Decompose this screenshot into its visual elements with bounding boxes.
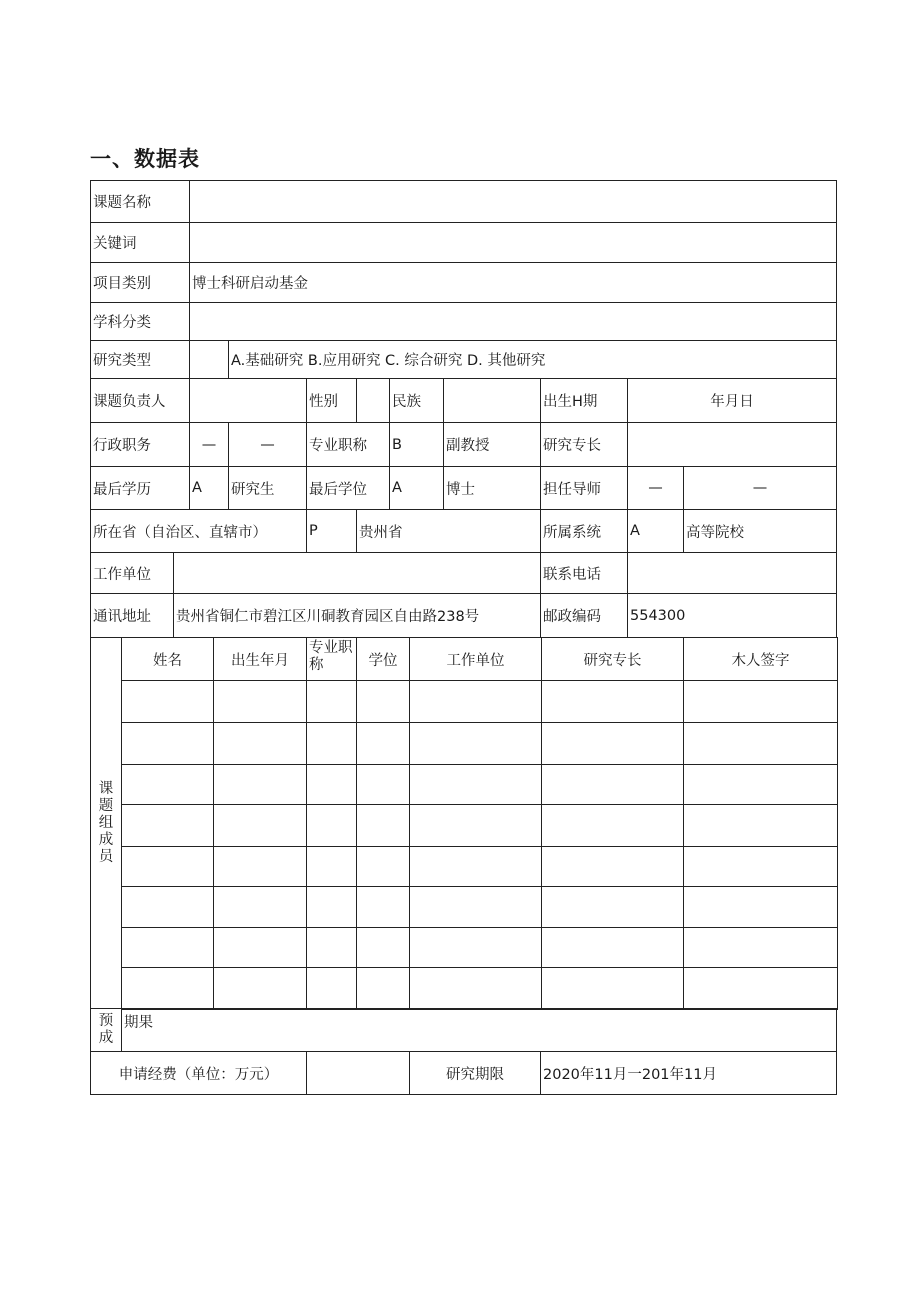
professional-title-code[interactable]: B	[389, 422, 444, 467]
members-header-name: 姓名	[121, 637, 214, 681]
topic-name-field[interactable]	[189, 180, 837, 223]
member-cell-title[interactable]	[306, 804, 357, 847]
member-cell-birth[interactable]	[213, 764, 307, 805]
leader-label: 课题负责人	[90, 378, 190, 423]
system-value[interactable]: 高等院校	[683, 509, 837, 553]
member-cell-birth[interactable]	[213, 886, 307, 928]
members-header-unit: 工作单位	[409, 637, 542, 681]
member-cell-birth[interactable]	[213, 680, 307, 723]
member-cell-degree[interactable]	[356, 804, 410, 847]
member-cell-unit[interactable]	[409, 804, 542, 847]
member-cell-degree[interactable]	[356, 967, 410, 1010]
page-title: 一、数据表	[90, 147, 200, 171]
member-cell-specialty[interactable]	[541, 886, 684, 928]
members-header-signature: 木人签字	[683, 637, 838, 681]
province-value[interactable]: 贵州省	[356, 509, 541, 553]
research-type-options: A.基础研究 B.应用研究 C. 综合研究 D. 其他研究	[228, 340, 837, 379]
topic-name-label: 课题名称	[90, 180, 190, 223]
system-code[interactable]: A	[627, 509, 684, 553]
system-label: 所属系统	[540, 509, 628, 553]
expected-label-a: 预	[98, 1013, 114, 1029]
work-unit-field[interactable]	[173, 552, 541, 594]
member-cell-name[interactable]	[121, 846, 214, 887]
ethnic-label: 民族	[389, 378, 444, 423]
member-cell-unit[interactable]	[409, 967, 542, 1010]
members-side-label	[90, 637, 122, 1009]
admin-post-value[interactable]: —	[228, 422, 307, 467]
gender-field[interactable]	[356, 378, 390, 423]
member-cell-signature[interactable]	[683, 846, 838, 887]
member-cell-specialty[interactable]	[541, 846, 684, 887]
member-cell-degree[interactable]	[356, 680, 410, 723]
degree-label: 最后学位	[306, 466, 390, 510]
province-label: 所在省（自治区、直辖市）	[90, 509, 307, 553]
professional-title-value[interactable]: 副教授	[443, 422, 541, 467]
phone-label: 联系电话	[540, 552, 628, 594]
member-cell-unit[interactable]	[409, 680, 542, 723]
specialty-field[interactable]	[627, 422, 837, 467]
work-unit-label: 工作单位	[90, 552, 174, 594]
project-category-label: 项目类别	[90, 262, 190, 303]
expected-label-c: 期果	[124, 1015, 153, 1031]
member-cell-title[interactable]	[306, 846, 357, 887]
member-cell-signature[interactable]	[683, 680, 838, 723]
members-header-specialty: 研究专长	[541, 637, 684, 681]
admin-post-code[interactable]: —	[189, 422, 229, 467]
member-cell-name[interactable]	[121, 722, 214, 765]
member-cell-title[interactable]	[306, 967, 357, 1010]
member-cell-degree[interactable]	[356, 764, 410, 805]
member-cell-specialty[interactable]	[541, 927, 684, 968]
member-cell-specialty[interactable]	[541, 967, 684, 1010]
member-cell-birth[interactable]	[213, 846, 307, 887]
member-cell-name[interactable]	[121, 680, 214, 723]
period-field[interactable]: 2020年11月一201年11月	[540, 1051, 837, 1095]
keywords-label: 关键词	[90, 222, 190, 263]
professional-title-label: 专业职称	[306, 422, 390, 467]
birth-label: 出生H期	[540, 378, 628, 423]
member-cell-name[interactable]	[121, 804, 214, 847]
address-field[interactable]: 贵州省铜仁市碧江区川硐教育园区自由路238号	[173, 593, 541, 638]
member-cell-signature[interactable]	[683, 967, 838, 1010]
specialty-label: 研究专长	[540, 422, 628, 467]
education-label: 最后学历	[90, 466, 190, 510]
member-cell-birth[interactable]	[213, 804, 307, 847]
member-cell-specialty[interactable]	[541, 764, 684, 805]
admin-post-label: 行政职务	[90, 422, 190, 467]
gender-label: 性别	[306, 378, 357, 423]
subject-label: 学科分类	[90, 302, 190, 341]
members-header-title: 专业职称	[306, 637, 357, 681]
member-cell-signature[interactable]	[683, 804, 838, 847]
member-cell-title[interactable]	[306, 927, 357, 968]
expected-side-label	[90, 1008, 122, 1052]
research-type-code[interactable]	[189, 340, 229, 379]
project-category-field[interactable]: 博士科研启动基金	[189, 262, 837, 303]
member-cell-degree[interactable]	[356, 846, 410, 887]
degree-value[interactable]: 博士	[443, 466, 541, 510]
keywords-field[interactable]	[189, 222, 837, 263]
province-code[interactable]: P	[306, 509, 357, 553]
member-cell-degree[interactable]	[356, 722, 410, 765]
postcode-label: 邮政编码	[540, 593, 628, 638]
education-code[interactable]: A	[189, 466, 229, 510]
member-cell-title[interactable]	[306, 680, 357, 723]
member-cell-signature[interactable]	[683, 886, 838, 928]
mentor-value[interactable]: —	[683, 466, 837, 510]
phone-field[interactable]	[627, 552, 837, 594]
members-side-char: 课	[98, 780, 114, 797]
research-type-label: 研究类型	[90, 340, 190, 379]
member-cell-signature[interactable]	[683, 764, 838, 805]
member-cell-specialty[interactable]	[541, 680, 684, 723]
ethnic-field[interactable]	[443, 378, 541, 423]
members-side-char: 员	[98, 848, 114, 865]
member-cell-title[interactable]	[306, 886, 357, 928]
address-label: 通讯地址	[90, 593, 174, 638]
postcode-field[interactable]: 554300	[627, 593, 837, 638]
member-cell-degree[interactable]	[356, 886, 410, 928]
members-side-char: 题	[98, 797, 114, 814]
member-cell-degree[interactable]	[356, 927, 410, 968]
funding-label: 申请经费（单位：万元）	[90, 1051, 307, 1095]
members-side-char: 组	[98, 814, 114, 831]
member-cell-unit[interactable]	[409, 722, 542, 765]
member-cell-unit[interactable]	[409, 886, 542, 928]
funding-field[interactable]	[306, 1051, 410, 1095]
birth-field[interactable]: 年月日	[627, 378, 837, 423]
member-cell-unit[interactable]	[409, 927, 542, 968]
member-cell-birth[interactable]	[213, 722, 307, 765]
member-cell-birth[interactable]	[213, 967, 307, 1010]
mentor-code[interactable]: —	[627, 466, 684, 510]
member-cell-signature[interactable]	[683, 927, 838, 968]
members-header-degree: 学位	[356, 637, 410, 681]
member-cell-title[interactable]	[306, 764, 357, 805]
leader-field[interactable]	[189, 378, 307, 423]
period-label: 研究期限	[409, 1051, 541, 1095]
member-cell-specialty[interactable]	[541, 804, 684, 847]
member-cell-name[interactable]	[121, 967, 214, 1010]
member-cell-unit[interactable]	[409, 846, 542, 887]
member-cell-signature[interactable]	[683, 722, 838, 765]
degree-code[interactable]: A	[389, 466, 444, 510]
education-value[interactable]: 研究生	[228, 466, 307, 510]
expected-label-b: 成	[98, 1030, 114, 1046]
members-header-birth: 出生年月	[213, 637, 307, 681]
members-side-char: 成	[98, 831, 114, 848]
mentor-label: 担任导师	[540, 466, 628, 510]
subject-field[interactable]	[189, 302, 837, 341]
member-cell-specialty[interactable]	[541, 722, 684, 765]
expected-results-field[interactable]	[121, 1008, 837, 1052]
member-cell-name[interactable]	[121, 886, 214, 928]
member-cell-title[interactable]	[306, 722, 357, 765]
member-cell-name[interactable]	[121, 764, 214, 805]
member-cell-unit[interactable]	[409, 764, 542, 805]
member-cell-name[interactable]	[121, 927, 214, 968]
member-cell-birth[interactable]	[213, 927, 307, 968]
